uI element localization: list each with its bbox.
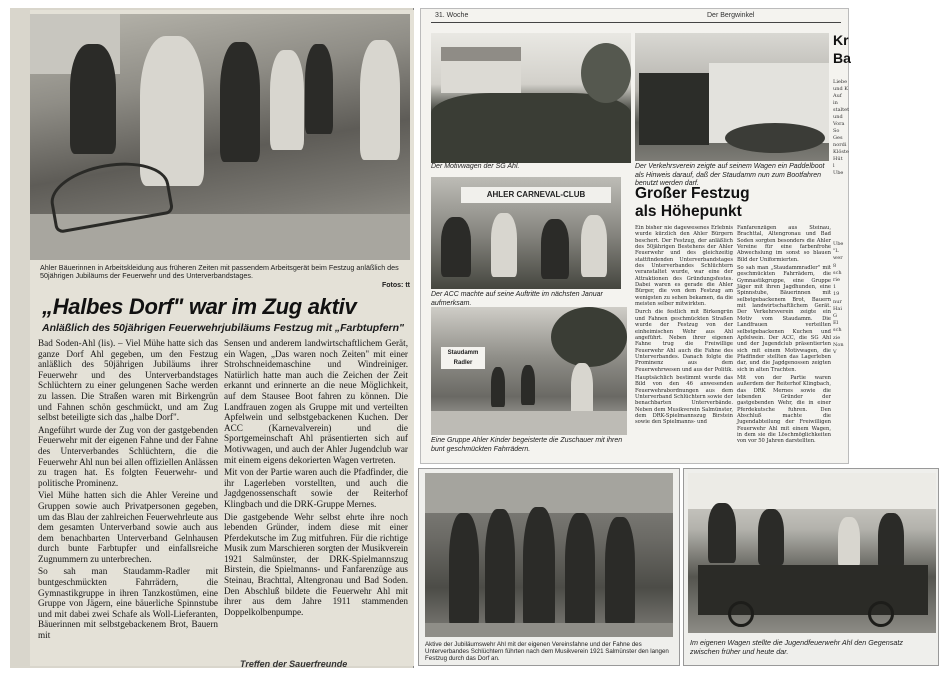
photo-paddle-boat: [725, 123, 825, 153]
photo-fireman: [565, 513, 595, 631]
left-footer-fragment: Treffen der Sauerfreunde: [240, 659, 348, 669]
right-newspaper-page: [420, 8, 849, 464]
photo-person: [441, 217, 471, 277]
caption-acc: Der ACC machte auf seine Auftritte im nächsten Januar aufmerksam.: [431, 291, 603, 307]
photo-fireman: [605, 517, 635, 629]
right-article-column-a: [635, 225, 733, 457]
staudamm-radler-sign: Staudamm Radler: [441, 347, 485, 369]
left-subheadline: Anläßlich des 50jährigen Feuerwehrjubiläums Festzug mit „Farbtupfern": [42, 322, 405, 334]
right-paragraph: Mit von der Partie waren außerdem der Reiterhof Klingbach, das DRK Mernes sowie die lebenden Gründer der gastgebenden Wehr, die in einer Pferdekutsche fuhren. Den Abschluß machte die Jugendabteilung der Freiwilligen Feuerwehr Ahl mit einem Wagen, in dem sie die Löschmöglichkeiten von vor 50 Jahren darstellten.: [737, 374, 831, 445]
edge-article-text-2: Ube "L wer 8 sch rie 1 19 nur Hai G El sch zie Non V: [833, 241, 844, 356]
photo-person: [305, 44, 333, 134]
left-paragraph: Mit von der Partie waren auch die Pfadfinder, die ihr Lagerleben vorstellten, und auch die Jagdgenossenschaft sowie der Reiterhof Klingbach und die DRK-Gruppe Mernes.: [224, 467, 408, 509]
photo-street: [425, 623, 673, 637]
photo-wagon-wheel: [728, 601, 754, 627]
photo-child-cyclist: [491, 367, 505, 407]
photo-person: [220, 42, 260, 162]
right-headline-line2: als Höhepunkt: [635, 203, 742, 220]
caption-verkehrsverein: Der Verkehrsverein zeigte auf seinem Wagen ein Paddelboot als Hinweis darauf, daß der Staudamm nun zum Bootfahren benutzt werden darf.: [635, 163, 825, 187]
photo-fireman: [485, 509, 515, 629]
left-newspaper-clipping: [10, 8, 414, 668]
left-photo-credit: Fotos: tt: [382, 282, 410, 289]
right-headline-line1: Großer Festzug: [635, 185, 750, 202]
photo-verkehrsverein-float: [635, 33, 829, 161]
right-paragraph: Ein bisher nie dagewesenes Erlebnis wurde kürzlich den Ahler Bürgern beschert. Der Festzug, der anläßlich des 50jährigen Bestehens der Ahler Feuerwehr und des gleichzeitig stattfindenden Unterverbandstages des Unterverbandes Schlüchtern veranstaltet wurde, war eine der Attraktionen des Gründungsfestes. Dabei waren es gerade die Ahler Bürger, die von dem Festzug am wenigsten zu sehen bekamen, da die meisten selber mitwirkten.: [635, 225, 733, 308]
photo-person: [708, 503, 736, 563]
right-paragraph: Fanfarenzügen aus Steinau, Brachttal, Altengronau und Bad Soden sorgten besonders die Ahler Vereine für eine farbenfrohe Abwechslung im sonst so blauen Bild der Uniformierten.: [737, 225, 831, 263]
photo-tree: [581, 43, 631, 103]
photo-person: [491, 213, 517, 277]
left-paragraph: So sah man Staudamm-Radler mit buntgeschmückten Fahrrädern, die Gymnastikgruppe in ihren Tanzkostümen, eine Gruppe von Jägern, eine bäuerliche Spinnstube und mit dabei zwei Schafe als Woll-Lieferanten, Bäuerinnen mit selbstgebackenem Brot, Bauern mit: [38, 566, 218, 641]
photo-tree: [551, 307, 627, 367]
photo-house: [441, 47, 521, 93]
photo-person: [758, 509, 784, 565]
bottom-left-caption: Aktive der Jubiläumswehr Ahl mit der eigenen Vereinsfahne und der Fahne des Unterverbandes Schlüchtern führten nach dem Musikverein 1921 Salmünster den langen Festzug durch das Dorf an.: [425, 641, 669, 663]
left-article-column-1: [38, 338, 218, 664]
acc-banner: AHLER CARNEVAL-CLUB: [461, 187, 611, 203]
edge-article-text: Liebe und K Auf in staltet und Vora So Ges nordi Klöste Hüt l Ube: [833, 79, 850, 176]
left-article-column-2: [224, 338, 408, 658]
photo-person: [581, 215, 607, 277]
photo-decorated-float: [431, 93, 631, 163]
left-paragraph: Die gastgebende Wehr selbst ehrte ihre noch lebenden Gründer, indem diese mit einer Pferdekutsche im Zug mitfuhren. Für die richtige Musik zum Marschieren sorgten der Musikverein 1921 Salmünster, der DRK-Spielmannszug Birstein, die Spielmanns- und Fanfarenzüge aus Steinau, Brachttal, Altengronau und Bad Soden. Den Abschluß bildete die Feuerwehr Ahl mit ihrer aus dem Jahre 1911 stammenden Doppelkolbenpumpe.: [224, 511, 408, 617]
right-paragraph: Durch die festlich mit Birkengrün und Fahnen geschmückten Straßen wurde der Festzug von der einheimischen Wehr aus Ahl angeführt. Neben ihrer eigenen Fahne trug die Freiwillige Feuerwehr Ahl auch die Fahne des Unterverbandes. Danach folgte die Prominenz aus dem Feuerwehrwesen und aus der Politik.: [635, 309, 734, 373]
photo-person: [541, 219, 569, 279]
bottom-left-clipping: [418, 468, 680, 666]
photo-person: [878, 513, 904, 569]
photo-motivwagen: [431, 33, 631, 161]
photo-background-wall: [425, 473, 673, 513]
photo-street: [431, 411, 627, 435]
photo-child-cyclist: [521, 365, 535, 405]
photo-youth-fire-brigade-wagon: [688, 473, 936, 633]
header-rule: [431, 22, 841, 23]
photo-person: [838, 517, 860, 567]
photo-fireman: [449, 513, 479, 629]
photo-truck-cab: [639, 73, 709, 145]
left-paragraph: Sensen und anderem landwirtschaftlichem Gerät, ein Wagen, „Das waren noch Zeiten" mit einer Strohschneidemaschine und Windreiniger. Natürlich hatte man auch die Zeichen der Zeit erkannt und erinnerte an die neue Möglichkeit, auf dem Stausee Boot fahren zu können. Die Landfrauen zogen als Gruppe mit und verteilten Apfelwein und selbstgebackenen Kuchen. Der ACC (Karnevalverein) und die Sportgemeinschaft Ahl präsentierten sich auf Motivwagen, und auch der Ahler Jugendclub war mit einem eigens dekorierten Wagen vertreten.: [224, 338, 408, 465]
left-headline: „Halbes Dorf" war im Zug aktiv: [42, 294, 357, 319]
photo-person: [140, 36, 204, 186]
bottom-right-caption: Im eigenen Wagen stellte die Jugendfeuerwehr Ahl den Gegensatz zwischen früher und heute dar.: [690, 638, 903, 656]
left-photo-caption: Ahler Bäuerinnen in Arbeitskleidung aus früheren Zeiten mit passendem Arbeitsgerät beim Festzug anläßlich des 50jährigen Jubiläums der Feuerwehr und des Unterverbandstages.: [40, 263, 399, 281]
right-paragraph: So sah man „Staudammradler" mit geschmückten Fahrrädern, die Gymnastikgruppe, eine Gruppe Jäger mit ihren Jagdhunden, eine Spinnstube, Bäuerinnen mit selbstgebackenem Brot, Bauern mit landwirtschaftlichem Gerät. Der Verkehrsverein zeigte ein Motiv vom Staudamm. Die Landfrauen verteilten selbstgebackenen Kuchen und Apfelwein. Der ACC, die SG Ahl und der Jugendclub präsentierten sich mit einem Motivwagen, die Pfadfinder stellten das Lagerleben dar, und die Jagdgenossen zeigten sich in alten Trachten.: [737, 265, 831, 373]
right-article-column-b: [737, 225, 831, 457]
photo-acc-float: [431, 177, 621, 289]
left-paragraph: Bad Soden-Ahl (lis). – Viel Mühe hatte sich das ganze Dorf Ahl gegeben, um den Festzug anläßlich des 50jährigen Jubiläums ihrer Feuerwehr und des Unterverbandstages Schlüchtern zu einer gelungenen Sache werden zu lassen. Die Straßen waren mit Birkengrün und Fahnen schön geschmückt, und am Zug selbst beteiligte sich das „halbe Dorf".: [38, 338, 218, 423]
photo-person: [70, 44, 116, 154]
photo-farm-women-parade: [30, 14, 410, 260]
photo-fire-brigade-flags: [425, 473, 673, 637]
page-week-label: 31. Woche: [435, 12, 469, 19]
right-paragraph: Hauptsächlich bestimmt wurde das Bild von den 46 anwesenden Feuerwehrabordnungen aus dem Unterverband Schlüchtern sowie der benachbarten Unterverbände. Neben dem Musikverein Salmünster, dem DRK-Spielmannszug Birstein sowie den Spielmanns- und: [635, 374, 733, 426]
photo-fireman: [523, 507, 555, 631]
photo-person: [360, 40, 400, 160]
paper-name: Der Bergwinkel: [707, 12, 755, 19]
photo-wagon-wheel: [868, 601, 894, 627]
edge-article-heading: Kr Ba: [833, 32, 851, 66]
photo-person: [270, 50, 304, 150]
photo-children-bicycles: [431, 307, 627, 435]
caption-children: Eine Gruppe Ahler Kinder begeisterte die Zuschauer mit ihren bunt geschmückten Fahrrädern.: [431, 437, 623, 453]
bottom-right-clipping: [683, 468, 939, 666]
left-paragraph: Angeführt wurde der Zug von der gastgebenden Feuerwehr mit der eigenen Fahne und der Fahne des Unterverbandes Schlüchtern, die die Feuerwehr Ahl nun bei allen offiziellen Anlässen zu tragen hat. Es folgten Feuerwehr- und politische Prominenz.: [38, 424, 218, 488]
left-paragraph: Viel Mühe hatten sich die Ahler Vereine und Gruppen sowie auch Privatpersonen gegeben, um das Blau der zahlreichen Feuerwehrleute aus dem gesamten Unterverband sowie auch aus dem benachbarten Unterverband Gelnhausen durch bunte Farbtupfer und einfallsreiche Zugnummern zu unterbrechen.: [38, 490, 218, 564]
caption-motivwagen: Der Motivwagen der SG Ahl.: [431, 163, 520, 170]
